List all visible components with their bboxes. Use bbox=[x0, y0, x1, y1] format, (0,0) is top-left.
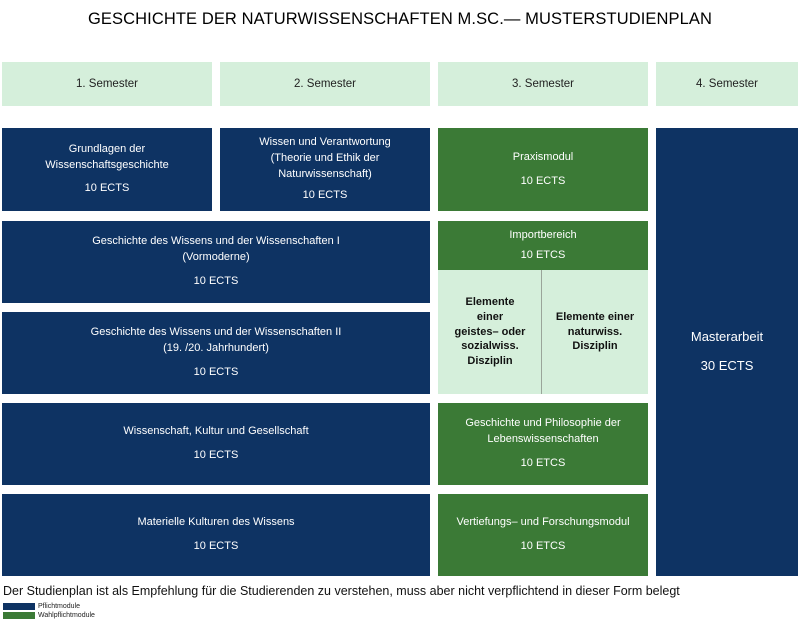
legend-swatch-wahlpflicht bbox=[3, 612, 35, 619]
legend-label: Pflichtmodule bbox=[38, 603, 81, 610]
module-ects: 10 ETCS bbox=[520, 456, 566, 469]
module-ects: 10 ETCS bbox=[520, 540, 566, 552]
module-ects: 10 ECTS bbox=[193, 365, 239, 378]
module-title: Grundlagen der Wissenschaftsgeschichte bbox=[45, 142, 169, 171]
module-title: Geschichte des Wissens und der Wissenschaften II (19. /20. Jahrhundert) bbox=[90, 326, 342, 355]
module-wissenschaft-kultur bbox=[2, 403, 430, 485]
module-title: Vertiefungs– und Forschungsmodul bbox=[456, 516, 630, 529]
module-ects: 10 ECTS bbox=[84, 182, 130, 195]
module-ects: 10 ECTS bbox=[193, 540, 239, 552]
module-title: Importbereich bbox=[509, 228, 577, 241]
module-geschichte-2 bbox=[2, 312, 430, 394]
module-praxismodul bbox=[438, 128, 648, 211]
semester-2-header: 2. Semester bbox=[220, 62, 430, 106]
semester-1-header: 1. Semester bbox=[2, 62, 212, 106]
module-title: Masterarbeit bbox=[690, 329, 764, 345]
module-title: Geschichte und Philosophie der Lebenswissenschaften bbox=[465, 417, 621, 446]
module-ects: 10 ECTS bbox=[520, 174, 566, 187]
module-ects: 10 ECTS bbox=[302, 189, 348, 202]
module-elemente-geistes: Elemente einer geistes– oder sozialwiss. Disziplin bbox=[438, 270, 542, 394]
module-ects: 10 ECTS bbox=[193, 274, 239, 287]
footnote: Der Studienplan ist als Empfehlung für die Studierenden zu verstehen, muss aber nicht verpflichtend in dieser Form belegt bbox=[3, 584, 680, 598]
module-geschichte-1 bbox=[2, 221, 430, 303]
module-ects: 10 ETCS bbox=[520, 248, 566, 261]
page-title: GESCHICHTE DER NATURWISSENSCHAFTEN M.SC.— MUSTERSTUDIENPLAN bbox=[87, 10, 713, 28]
module-ects: 30 ECTS bbox=[700, 358, 754, 373]
legend-swatch-pflicht bbox=[3, 603, 35, 610]
module-elemente-naturwiss: Elemente einer naturwiss. Disziplin bbox=[542, 270, 648, 394]
module-masterarbeit bbox=[656, 128, 798, 576]
module-title: Praxismodul bbox=[512, 150, 574, 163]
semester-4-header: 4. Semester bbox=[656, 62, 798, 106]
module-title: Materielle Kulturen des Wissens bbox=[137, 516, 295, 529]
module-importbereich bbox=[438, 221, 648, 270]
module-ects: 10 ECTS bbox=[193, 449, 239, 461]
semester-3-header: 3. Semester bbox=[438, 62, 648, 106]
module-vertiefung bbox=[438, 494, 648, 576]
module-grundlagen bbox=[2, 128, 212, 211]
legend-item-wahlpflicht bbox=[3, 612, 95, 619]
module-lebenswissenschaften bbox=[438, 403, 648, 485]
module-title: Geschichte des Wissens und der Wissenschaften I (Vormoderne) bbox=[92, 235, 340, 264]
module-materielle-kulturen bbox=[2, 494, 430, 576]
module-title: Wissen und Verantwortung (Theorie und Ethik der Naturwissenschaft) bbox=[259, 135, 391, 180]
legend-label: Wahlpflichtmodule bbox=[38, 612, 95, 619]
module-wissen-verantwortung bbox=[220, 128, 430, 211]
module-title: Wissenschaft, Kultur und Gesellschaft bbox=[123, 425, 309, 438]
legend-item-pflicht bbox=[3, 603, 80, 610]
